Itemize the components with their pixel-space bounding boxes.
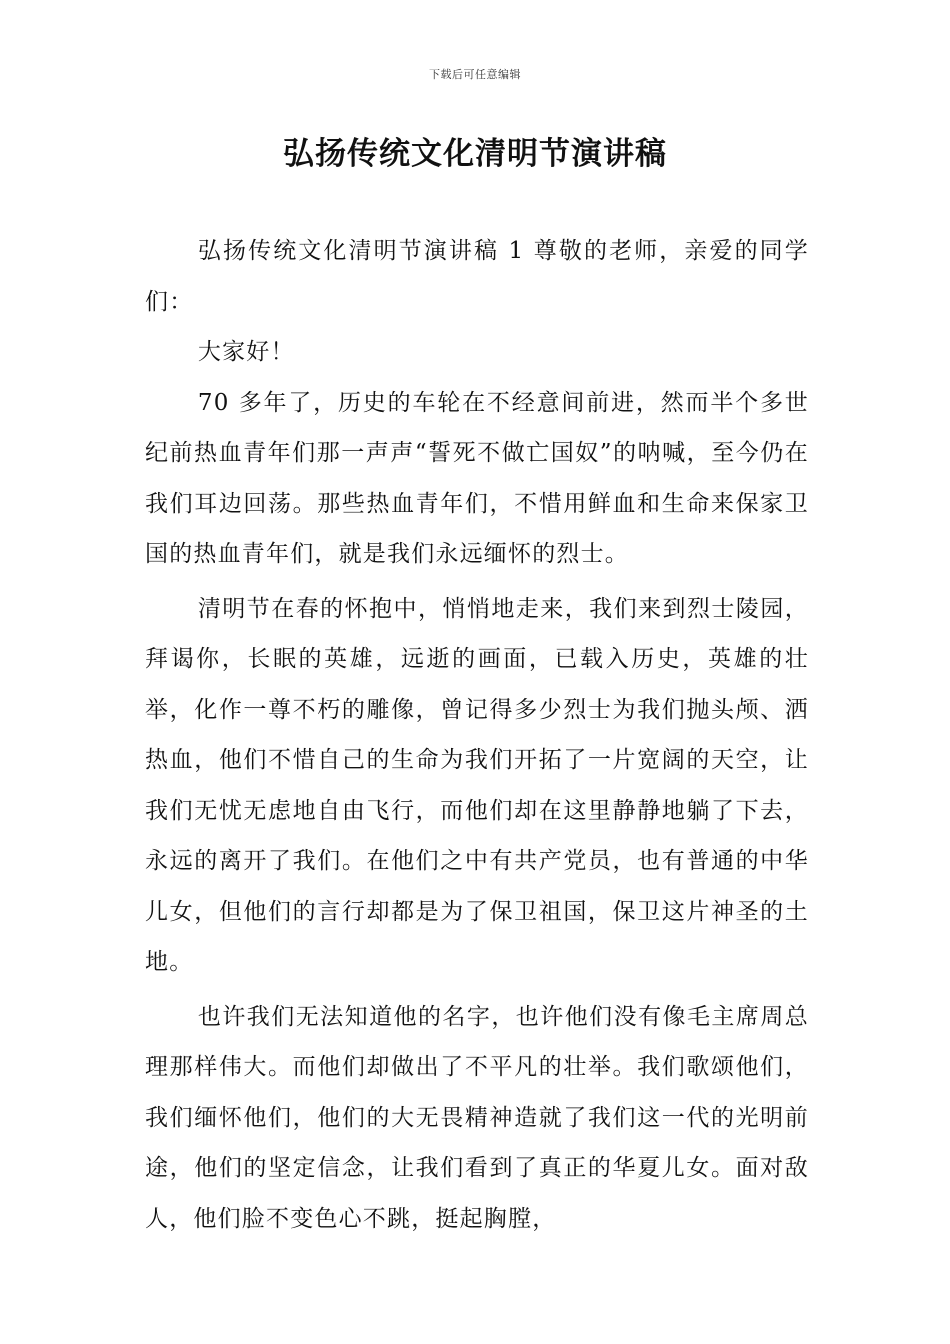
paragraph-history: 70 多年了，历史的车轮在不经意间前进，然而半个多世纪前热血青年们那一声声“誓死不做亡国奴”的呐喊，至今仍在我们耳边回荡。那些热血青年们，不惜用鲜血和生命来保家卫国的热血青年们，就是我们永远缅怀的烈士。 [145, 389, 809, 567]
document-body [145, 226, 809, 1248]
document-title: 弘扬传统文化清明节演讲稿 [283, 136, 667, 172]
paragraph-heroes: 也许我们无法知道他的名字，也许他们没有像毛主席周总理那样伟大。而他们却做出了不平凡的壮举。我们歌颂他们，我们缅怀他们，他们的大无畏精神造就了我们这一代的光明前途，他们的坚定信念，让我们看到了真正的华夏儿女。面对敌人，他们脸不变色心不跳，挺起胸膛， [145, 1003, 809, 1232]
header-note: 下载后可任意编辑 [429, 68, 521, 81]
paragraph-greeting: 大家好！ [197, 339, 295, 365]
paragraph-opening: 弘扬传统文化清明节演讲稿 1 尊敬的老师，亲爱的同学们： [145, 238, 809, 315]
paragraph-qingming: 清明节在春的怀抱中，悄悄地走来，我们来到烈士陵园，拜谒你，长眠的英雄，远逝的画面，已载入历史，英雄的壮举，化作一尊不朽的雕像，曾记得多少烈士为我们抛头颅、洒热血，他们不惜自己的生命为我们开拓了一片宽阔的天空，让我们无忧无虑地自由飞行，而他们却在这里静静地躺了下去，永远的离开了我们。在他们之中有共产党员，也有普通的中华儿女，但他们的言行却都是为了保卫祖国，保卫这片神圣的土地。 [145, 595, 809, 975]
